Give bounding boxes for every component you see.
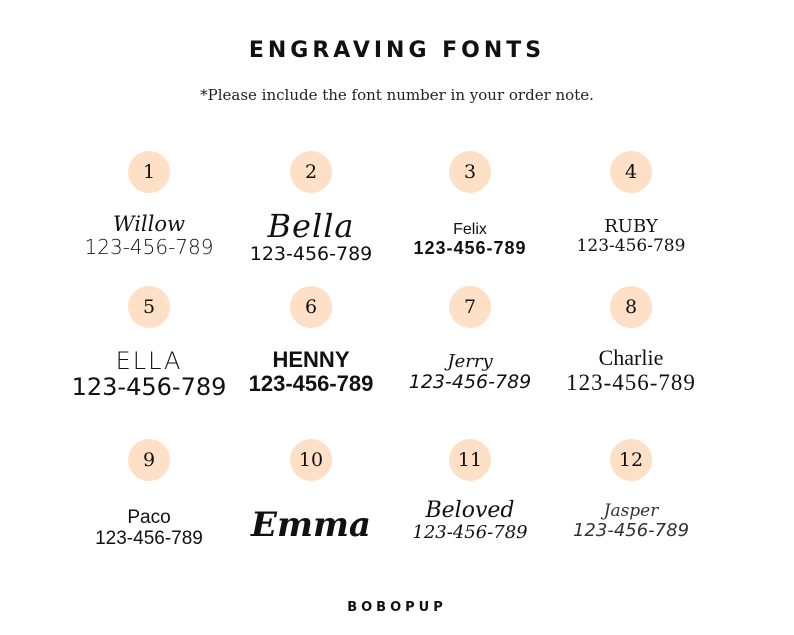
- font-number-badge: 6: [290, 286, 332, 328]
- font-number-badge: 7: [449, 286, 491, 328]
- font-sample: [59, 348, 239, 401]
- page-subtitle: *Please include the font number in your order note.: [200, 86, 594, 104]
- font-sample: [59, 508, 239, 550]
- font-sample-number: 123-456-789: [412, 522, 528, 544]
- font-option-5: [59, 286, 239, 402]
- font-sample: [541, 346, 721, 395]
- font-option-1: [59, 151, 239, 260]
- font-sample-number: 123-456-789: [413, 237, 527, 258]
- font-sample-name: Emma: [251, 505, 371, 545]
- font-sample: [380, 221, 560, 258]
- font-option-3: [380, 151, 560, 258]
- font-sample-name: HENNY: [272, 347, 350, 372]
- font-sample-number: 123-456-789: [572, 519, 690, 541]
- font-sample-number: 123-456-789: [248, 371, 374, 397]
- font-number-badge: 1: [128, 151, 170, 193]
- font-sample-name: Paco: [127, 507, 171, 528]
- font-number-badge: 10: [290, 439, 332, 481]
- font-sample-number: 123-456-789: [566, 370, 696, 396]
- font-sample-name: Charlie: [598, 345, 664, 370]
- font-option-9: [59, 439, 239, 549]
- font-sample-name: Jasper: [603, 501, 659, 521]
- font-sample: [221, 507, 401, 544]
- font-sample-number: 123-456-789: [576, 235, 686, 256]
- font-sample-number: 123-456-789: [84, 235, 214, 260]
- font-sample: [59, 213, 239, 258]
- font-sample-number: 123-456-789: [249, 243, 373, 266]
- font-sample: [221, 209, 401, 265]
- font-sample-name: Bella: [267, 207, 355, 245]
- font-number-badge: 12: [610, 439, 652, 481]
- font-sample-name: ELLA: [115, 347, 183, 375]
- font-sample: [380, 499, 560, 543]
- font-sample-name: Jerry: [447, 351, 493, 372]
- font-option-8: [541, 286, 721, 396]
- font-option-2: [221, 151, 401, 266]
- font-number-badge: 2: [290, 151, 332, 193]
- font-sample-number: 123-456-789: [408, 370, 532, 393]
- font-option-4: [541, 151, 721, 256]
- font-sample-number: 123-456-789: [95, 527, 203, 549]
- font-sample: [380, 352, 560, 393]
- font-number-badge: 5: [128, 286, 170, 328]
- font-sample: [541, 217, 721, 255]
- font-number-badge: 11: [449, 439, 491, 481]
- font-number-badge: 9: [128, 439, 170, 481]
- font-number-badge: 3: [449, 151, 491, 193]
- font-sample-name: Felix: [453, 221, 487, 238]
- font-sample-name: Willow: [113, 212, 185, 236]
- font-sample-name: Beloved: [425, 498, 515, 523]
- font-option-10: [221, 439, 401, 545]
- font-option-12: [541, 439, 721, 541]
- font-sample: [541, 502, 721, 540]
- font-sample: [221, 348, 401, 396]
- font-option-11: [380, 439, 560, 544]
- brand-name: BOBOPUP: [347, 600, 447, 615]
- page-title: ENGRAVING FONTS: [248, 38, 546, 63]
- font-option-6: [221, 286, 401, 397]
- font-sample-number: 123-456-789: [71, 373, 227, 402]
- font-number-badge: 4: [610, 151, 652, 193]
- font-number-badge: 8: [610, 286, 652, 328]
- font-sample-name: RUBY: [604, 216, 658, 237]
- font-option-7: [380, 286, 560, 393]
